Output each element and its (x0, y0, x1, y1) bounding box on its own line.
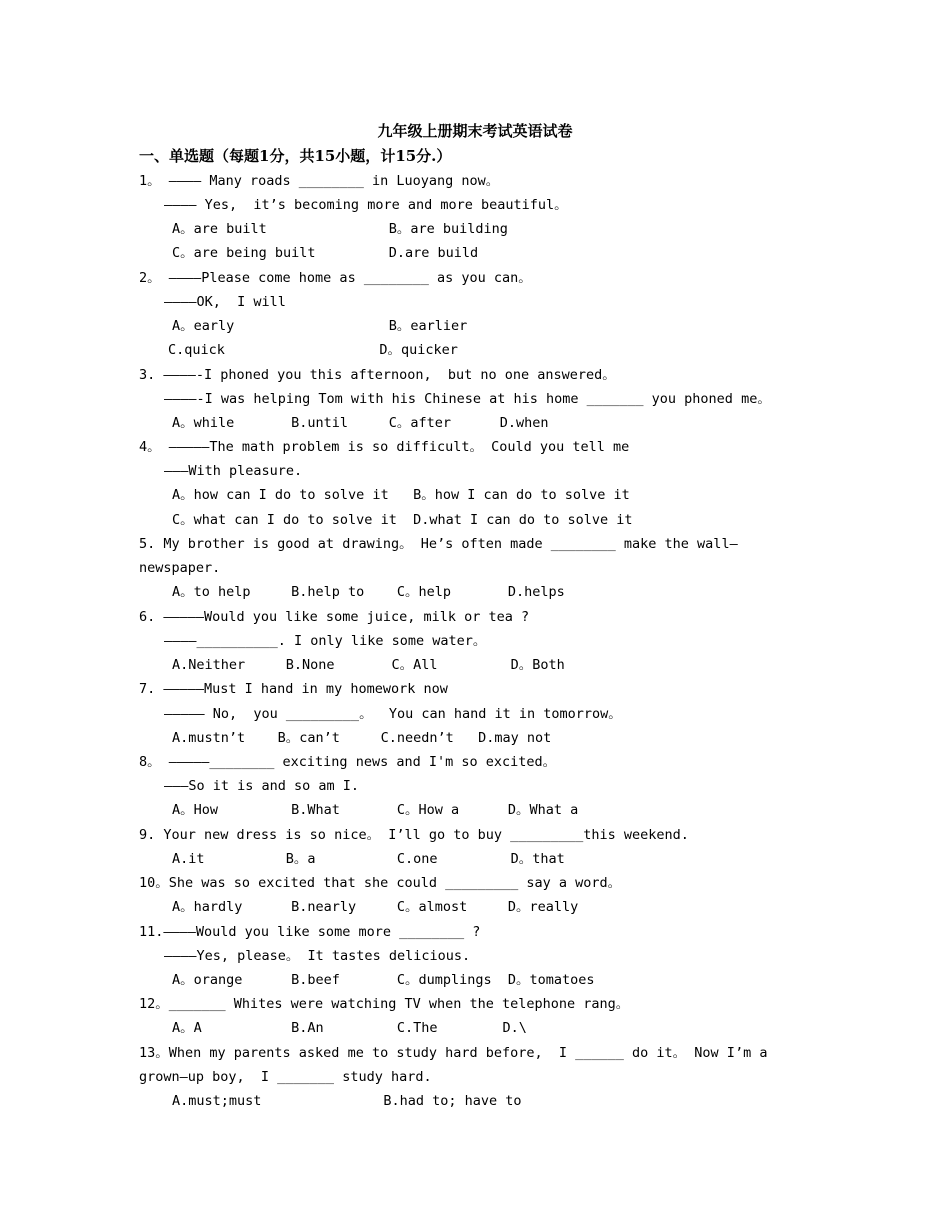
question-line: 8。 —————________ exciting news and I'm so excited。 (139, 754, 557, 770)
question-line: ———So it is and so am I. (164, 778, 360, 794)
question-line: ————OK, I will (164, 294, 286, 310)
question-line: ———— Yes, it’s becoming more and more beautiful。 (164, 197, 568, 213)
question-line: 11.————Would you like some more ________ ? (139, 924, 481, 940)
question-line: grown—up boy, I _______ study hard. (139, 1069, 432, 1085)
option-line: A。are built B。are building (172, 221, 508, 237)
question-line: ————Yes, please。 It tastes delicious. (164, 948, 471, 964)
option-line: C。are being built D.are build (172, 245, 479, 261)
question-line: 13。When my parents asked me to study hard before, I ______ do it。 Now I’m a (139, 1045, 768, 1061)
question-line: 12。_______ Whites were watching TV when the telephone rang。 (139, 996, 630, 1012)
option-line: A.Neither B.None C。All D。Both (172, 657, 565, 673)
option-line: A。while B.until C。after D.when (172, 415, 549, 431)
option-line: A。hardly B.nearly C。almost D。really (172, 899, 579, 915)
option-line: A。orange B.beef C。dumplings D。tomatoes (172, 972, 595, 988)
option-line: A.it B。a C.one D。that (172, 851, 565, 867)
option-line: A。early B。earlier (172, 318, 468, 334)
option-line: C.quick D。quicker (168, 342, 458, 358)
question-line: newspaper. (139, 560, 221, 576)
question-line: ————__________. I only like some water。 (164, 633, 487, 649)
option-line: A.must;must B.had to; have to (172, 1093, 522, 1109)
option-line: A。to help B.help to C。help D.helps (172, 584, 565, 600)
option-line: A。how can I do to solve it B。how I can do to solve it (172, 487, 630, 503)
question-line: 6. —————Would you like some juice, milk or tea ? (139, 609, 530, 625)
question-line: 9. Your new dress is so nice。 I’ll go to buy _________this weekend. (139, 827, 689, 843)
question-line: 5. My brother is good at drawing。 He’s often made ________ make the wall— (139, 536, 738, 552)
question-line: 10。She was so excited that she could _________ say a word。 (139, 875, 622, 891)
question-line: 1。 ———— Many roads ________ in Luoyang now。 (139, 173, 500, 189)
section-heading: 一、单选题（每题1分，共15小题，计15分.） (139, 147, 452, 165)
option-line: C。what can I do to solve it D.what I can do to solve it (172, 512, 633, 528)
question-line: ————— No, you _________。 You can hand it in tomorrow。 (164, 706, 622, 722)
question-line: 4。 —————The math problem is so difficult。 Could you tell me (139, 439, 630, 455)
question-line: 3. ————-I phoned you this afternoon, but no one answered。 (139, 367, 616, 383)
question-line: 2。 ————Please come home as ________ as you can。 (139, 270, 532, 286)
question-line: ———With pleasure. (164, 463, 303, 479)
option-line: A.mustn’t B。can’t C.needn’t D.may not (172, 730, 552, 746)
page-title: 九年级上册期末考试英语试卷 (377, 122, 573, 140)
question-line: 7. —————Must I hand in my homework now (139, 681, 448, 697)
question-line: ————-I was helping Tom with his Chinese at his home _______ you phoned me。 (164, 391, 771, 407)
option-line: A。How B.What C。How a D。What a (172, 802, 579, 818)
option-line: A。A B.An C.The D.\ (172, 1020, 527, 1036)
